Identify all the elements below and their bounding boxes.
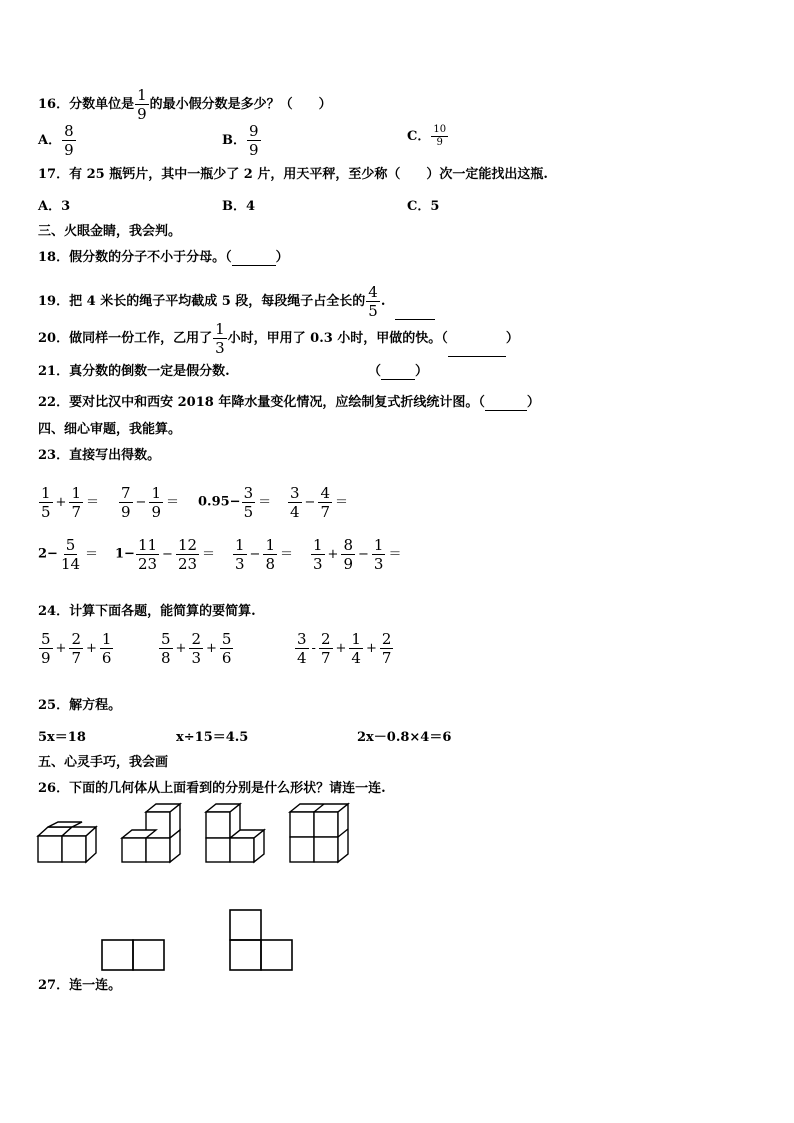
q23-r1-e3: 0.95− $\frac{3}{5}$ ＝ (198, 484, 272, 521)
q25-title: 25．解方程。 (38, 698, 122, 713)
q23-r2-e3: $\frac{1}{3}$ − $\frac{1}{8}$ ＝ (235, 536, 294, 573)
q21-answer-blank[interactable] (381, 367, 415, 380)
q19-text-a: 19．把 4 米长的绳子平均截成 5 段，每段绳子占全长的 (38, 294, 366, 309)
q24-expr-1: $\frac{5}{9}$ + $\frac{2}{7}$ + $\frac{1}{6}$ (41, 630, 112, 667)
section-5-heading: 五、心灵手巧，我会画 (38, 755, 169, 770)
q24-expr-2: $\frac{5}{8}$ + $\frac{2}{3}$ + $\frac{5}{6}$ (161, 630, 232, 667)
cube-solid-1[interactable] (36, 820, 102, 866)
q17-option-a[interactable]: A．3 (38, 199, 71, 214)
q23-r2-e2: 1− $\frac{11}{23}$ − $\frac{12}{23}$ ＝ (115, 536, 216, 573)
q23-r2-e4: $\frac{1}{3}$ + $\frac{8}{9}$ − $\frac{1}{3}$ ＝ (313, 536, 402, 573)
q20-text-a: 20．做同样一份工作，乙用了 (38, 331, 213, 346)
q20-answer-blank[interactable] (448, 344, 506, 357)
q16-text-b: 的最小假分数是多少？（ ） (149, 97, 332, 112)
q19-answer-blank[interactable] (395, 307, 435, 320)
q18-text: 18．假分数的分子不小于分母。（ (38, 250, 232, 265)
q22-text: 22．要对比汉中和西安 2018 年降水量变化情况，应绘制复式折线统计图。（ (38, 395, 485, 410)
q18-answer-blank[interactable] (232, 253, 276, 266)
q18-line: 18．假分数的分子不小于分母。（ ） (38, 250, 289, 265)
q16-option-c[interactable]: C． $\frac{10}{9}$ (407, 124, 447, 148)
q25-eq-1: 5x＝18 (38, 730, 86, 745)
q23-title: 23．直接写出得数。 (38, 448, 161, 463)
q19-line: 19．把 4 米长的绳子平均截成 5 段，每段绳子占全长的 $\frac{4}{5}$ . (38, 283, 435, 320)
q21-text: 21．真分数的倒数一定是假分数. (38, 364, 230, 379)
cube-solid-2[interactable] (120, 802, 186, 866)
q25-eq-3: 2x－0.8×4＝6 (357, 730, 452, 745)
q16-option-b[interactable]: B． $\frac{9}{9}$ (222, 122, 259, 159)
q27-title: 27．连一连。 (38, 978, 122, 993)
cube-solid-3[interactable] (204, 802, 270, 866)
q23-r1-e1: $\frac{1}{5}$ + $\frac{1}{7}$ ＝ (41, 484, 100, 521)
q20-line: 20．做同样一份工作，乙用了 $\frac{1}{3}$ 小时，甲用了 0.3 小时，甲做的快。（ ） (38, 320, 519, 357)
q23-r1-e2: $\frac{7}{9}$ − $\frac{1}{9}$ ＝ (121, 484, 180, 521)
q17-option-b[interactable]: B．4 (222, 199, 256, 214)
q22-answer-blank[interactable] (485, 398, 527, 411)
q16-fraction: $\frac{1}{9}$ (137, 86, 147, 123)
q24-title: 24．计算下面各题，能简算的要简算. (38, 604, 256, 619)
q24-expr-3: $\frac{3}{4}$ - $\frac{2}{7}$ + $\frac{1}{4}$ + $\frac{2}{7}$ (297, 630, 392, 667)
cube-solid-4[interactable] (288, 802, 354, 866)
q16-text-a: 16．分数单位是 (38, 97, 135, 112)
section-3-heading: 三、火眼金睛，我会判。 (38, 224, 182, 239)
q16-option-a[interactable]: A． $\frac{8}{9}$ (38, 122, 74, 159)
q26-title: 26．下面的几何体从上面看到的分别是什么形状？请连一连. (38, 781, 386, 796)
section-4-heading: 四、细心审题，我能算。 (38, 422, 182, 437)
q25-eq-2: x÷15＝4.5 (176, 730, 249, 745)
q23-r2-e1: 2− $\frac{5}{14}$ ＝ (38, 536, 99, 573)
q16-line (38, 86, 332, 123)
q22-line: 22．要对比汉中和西安 2018 年降水量变化情况，应绘制复式折线统计图。（ ） (38, 395, 540, 410)
q21-answer: （ ） (368, 364, 429, 379)
q17-text: 17．有 25 瓶钙片，其中一瓶少了 2 片，用天平秤，至少称（ ）次一定能找出这瓶. (38, 167, 548, 182)
q23-r1-e4: $\frac{3}{4}$ − $\frac{4}{7}$ ＝ (290, 484, 349, 521)
top-view-shape-2[interactable] (228, 908, 296, 972)
q17-option-c[interactable]: C．5 (407, 199, 440, 214)
top-view-shape-1[interactable] (100, 938, 168, 972)
